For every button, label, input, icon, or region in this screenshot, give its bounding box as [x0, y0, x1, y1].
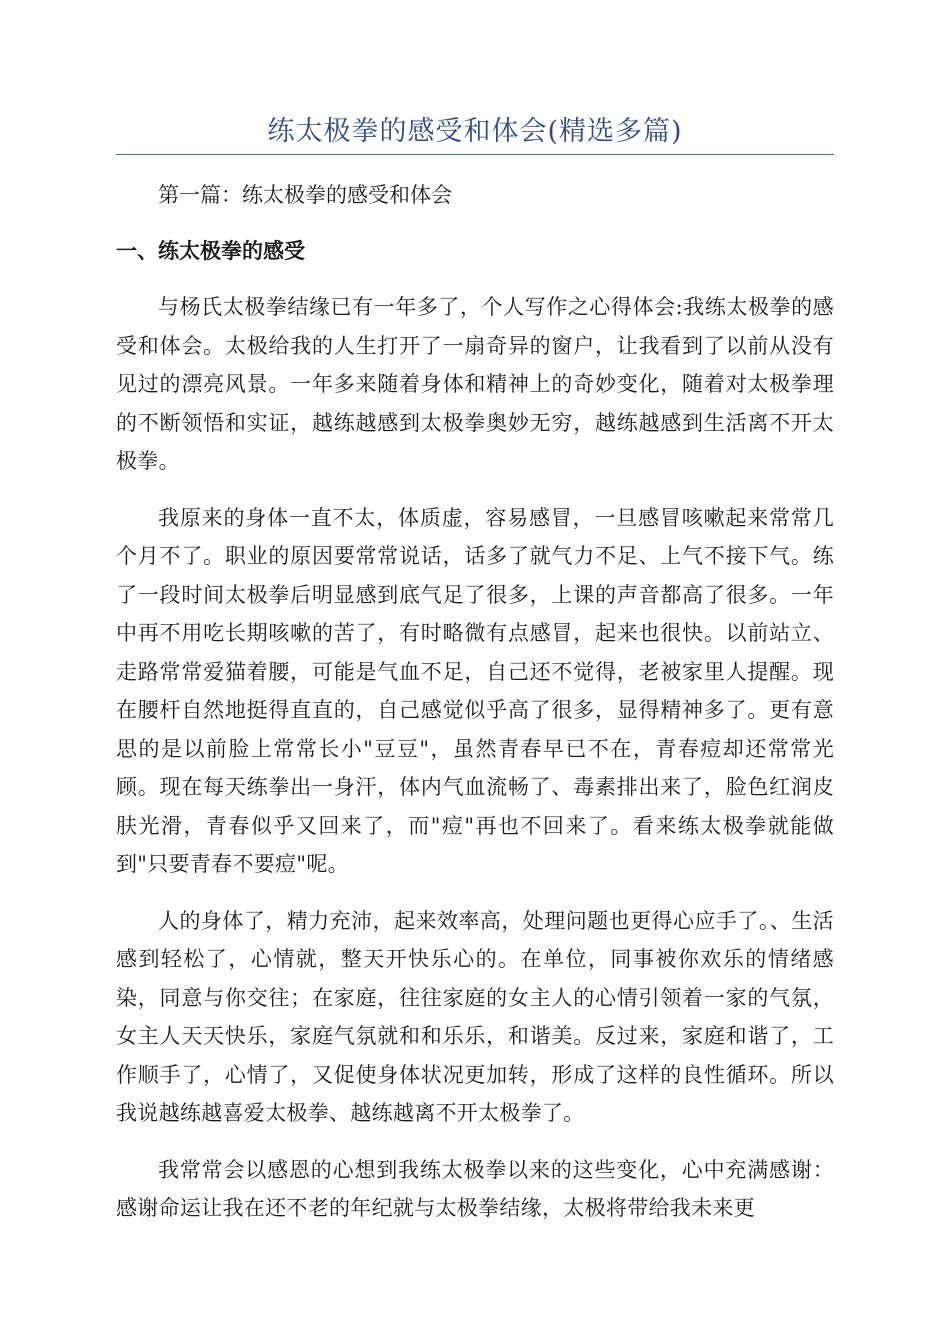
paragraph: 我常常会以感恩的心想到我练太极拳以来的这些变化，心中充满感谢：感谢命运让我在还不老的年纪就与太极拳结缘，太极将带给我未来更 [116, 1157, 834, 1220]
paragraph: 与杨氏太极拳结缘已有一年多了，个人写作之心得体会:我练太极拳的感受和体会。太极给我的人生打开了一扇奇异的窗户，让我看到了以前从没有见过的漂亮风景。一年多来随着身体和精神上的奇妙变化，随着对太极拳理的不断领悟和实证，越练越感到太极拳奥妙无穷，越练越感到生活离不开太极拳。 [116, 295, 834, 473]
section-heading: 一、练太极拳的感受 [116, 239, 305, 263]
document-body [116, 176, 834, 1228]
title-underline [116, 154, 834, 155]
document-title: 练太极拳的感受和体会(精选多篇) [267, 116, 683, 147]
paragraph: 我原来的身体一直不太，体质虚，容易感冒，一旦感冒咳嗽起来常常几个月不了。职业的原因要常常说话，话多了就气力不足、上气不接下气。练了一段时间太极拳后明显感到底气足了很多，上课的声音都高了很多。一年中再不用吃长期咳嗽的苦了，有时略微有点感冒，起来也很快。以前站立、走路常常爱猫着腰，可能是气血不足，自己还不觉得，老被家里人提醒。现在腰杆自然地挺得直直的，自己感觉似乎高了很多，显得精神多了。更有意思的是以前脸上常常长小"豆豆"，虽然青春早已不在，青春痘却还常常光顾。现在每天练拳出一身汗，体内气血流畅了、毒素排出来了，脸色红润皮肤光滑，青春似乎又回来了，而"痘"再也不回来了。看来练太极拳就能做到"只要青春不要痘"呢。 [116, 505, 834, 876]
paragraph: 人的身体了，精力充沛，起来效率高，处理问题也更得心应手了。、生活感到轻松了，心情就，整天开快乐心的。在单位，同事被你欢乐的情绪感染，同意与你交往；在家庭，往往家庭的女主人的心情引领着一家的气氛，女主人天天快乐，家庭气氛就和和乐乐，和谐美。反过来，家庭和谐了，工作顺手了，心情了，又促使身体状况更加转，形成了这样的良性循环。所以我说越练越喜爱太极拳、越练越离不开太极拳了。 [116, 908, 834, 1125]
chapter-subtitle: 第一篇：练太极拳的感受和体会 [158, 183, 452, 207]
